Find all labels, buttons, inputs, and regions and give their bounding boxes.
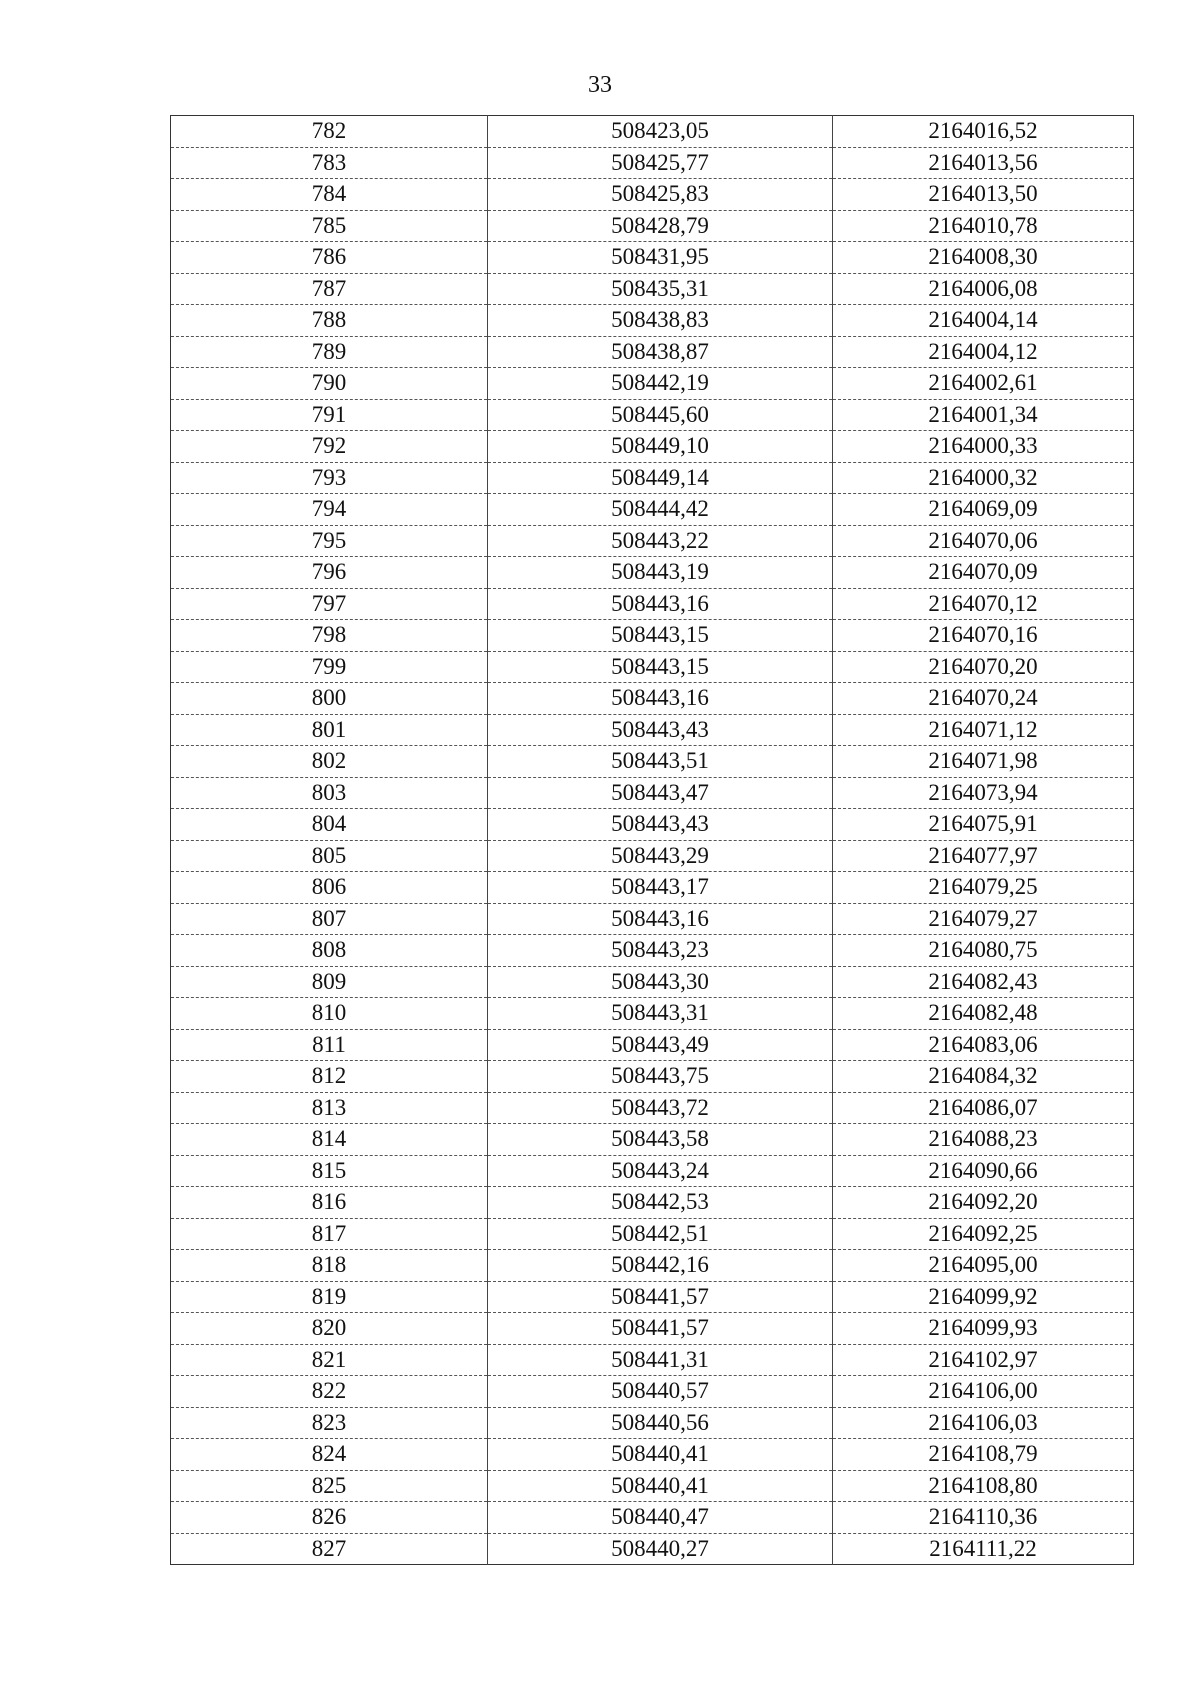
y-coordinate-cell: 2164077,97 <box>833 840 1134 872</box>
y-coordinate-cell: 2164106,03 <box>833 1407 1134 1439</box>
point-number-cell: 785 <box>171 210 488 242</box>
y-coordinate-cell: 2164090,66 <box>833 1155 1134 1187</box>
x-coordinate-cell: 508425,83 <box>488 179 833 211</box>
y-coordinate-cell: 2164088,23 <box>833 1124 1134 1156</box>
y-coordinate-cell: 2164070,16 <box>833 620 1134 652</box>
x-coordinate-cell: 508443,22 <box>488 525 833 557</box>
y-coordinate-cell: 2164082,48 <box>833 998 1134 1030</box>
x-coordinate-cell: 508438,87 <box>488 336 833 368</box>
y-coordinate-cell: 2164079,25 <box>833 872 1134 904</box>
point-number-cell: 799 <box>171 651 488 683</box>
y-coordinate-cell: 2164079,27 <box>833 903 1134 935</box>
table-row <box>171 273 1134 305</box>
table-row <box>171 305 1134 337</box>
point-number-cell: 805 <box>171 840 488 872</box>
x-coordinate-cell: 508431,95 <box>488 242 833 274</box>
point-number-cell: 827 <box>171 1533 488 1565</box>
table-row <box>171 431 1134 463</box>
table-row <box>171 809 1134 841</box>
point-number-cell: 813 <box>171 1092 488 1124</box>
point-number-cell: 802 <box>171 746 488 778</box>
point-number-cell: 789 <box>171 336 488 368</box>
point-number-cell: 822 <box>171 1376 488 1408</box>
x-coordinate-cell: 508442,19 <box>488 368 833 400</box>
table-row <box>171 1092 1134 1124</box>
x-coordinate-cell: 508443,43 <box>488 809 833 841</box>
point-number-cell: 784 <box>171 179 488 211</box>
point-number-cell: 790 <box>171 368 488 400</box>
x-coordinate-cell: 508449,14 <box>488 462 833 494</box>
coordinates-table <box>170 115 1134 1565</box>
point-number-cell: 820 <box>171 1313 488 1345</box>
point-number-cell: 793 <box>171 462 488 494</box>
x-coordinate-cell: 508440,47 <box>488 1502 833 1534</box>
table-row <box>171 872 1134 904</box>
x-coordinate-cell: 508440,27 <box>488 1533 833 1565</box>
x-coordinate-cell: 508442,16 <box>488 1250 833 1282</box>
y-coordinate-cell: 2164102,97 <box>833 1344 1134 1376</box>
y-coordinate-cell: 2164071,98 <box>833 746 1134 778</box>
x-coordinate-cell: 508443,31 <box>488 998 833 1030</box>
x-coordinate-cell: 508443,51 <box>488 746 833 778</box>
point-number-cell: 818 <box>171 1250 488 1282</box>
page-number: 33 <box>588 72 612 98</box>
point-number-cell: 788 <box>171 305 488 337</box>
y-coordinate-cell: 2164070,09 <box>833 557 1134 589</box>
table-row <box>171 210 1134 242</box>
y-coordinate-cell: 2164016,52 <box>833 116 1134 148</box>
table-row <box>171 116 1134 148</box>
point-number-cell: 787 <box>171 273 488 305</box>
table-row <box>171 998 1134 1030</box>
x-coordinate-cell: 508443,19 <box>488 557 833 589</box>
table-row <box>171 1533 1134 1565</box>
y-coordinate-cell: 2164080,75 <box>833 935 1134 967</box>
point-number-cell: 800 <box>171 683 488 715</box>
table-row <box>171 714 1134 746</box>
point-number-cell: 797 <box>171 588 488 620</box>
x-coordinate-cell: 508441,57 <box>488 1313 833 1345</box>
table-row <box>171 777 1134 809</box>
x-coordinate-cell: 508443,16 <box>488 683 833 715</box>
point-number-cell: 817 <box>171 1218 488 1250</box>
x-coordinate-cell: 508443,16 <box>488 588 833 620</box>
table-row <box>171 494 1134 526</box>
point-number-cell: 795 <box>171 525 488 557</box>
x-coordinate-cell: 508442,53 <box>488 1187 833 1219</box>
x-coordinate-cell: 508443,17 <box>488 872 833 904</box>
x-coordinate-cell: 508423,05 <box>488 116 833 148</box>
point-number-cell: 816 <box>171 1187 488 1219</box>
point-number-cell: 796 <box>171 557 488 589</box>
y-coordinate-cell: 2164073,94 <box>833 777 1134 809</box>
y-coordinate-cell: 2164004,14 <box>833 305 1134 337</box>
table-row <box>171 903 1134 935</box>
point-number-cell: 809 <box>171 966 488 998</box>
y-coordinate-cell: 2164070,12 <box>833 588 1134 620</box>
table-row <box>171 1313 1134 1345</box>
y-coordinate-cell: 2164071,12 <box>833 714 1134 746</box>
table-row <box>171 1155 1134 1187</box>
y-coordinate-cell: 2164086,07 <box>833 1092 1134 1124</box>
y-coordinate-cell: 2164070,24 <box>833 683 1134 715</box>
y-coordinate-cell: 2164008,30 <box>833 242 1134 274</box>
point-number-cell: 807 <box>171 903 488 935</box>
table-row <box>171 147 1134 179</box>
y-coordinate-cell: 2164013,50 <box>833 179 1134 211</box>
x-coordinate-cell: 508425,77 <box>488 147 833 179</box>
y-coordinate-cell: 2164111,22 <box>929 1535 1037 1561</box>
point-number-cell: 819 <box>171 1281 488 1313</box>
point-number-cell: 783 <box>171 147 488 179</box>
point-number-cell: 810 <box>171 998 488 1030</box>
table-row <box>171 1376 1134 1408</box>
table-row <box>171 588 1134 620</box>
point-number-cell: 782 <box>171 116 488 148</box>
y-coordinate-cell: 2164106,00 <box>833 1376 1134 1408</box>
y-coordinate-cell: 2164099,92 <box>833 1281 1134 1313</box>
x-coordinate-cell: 508443,72 <box>488 1092 833 1124</box>
table-row <box>171 462 1134 494</box>
point-number-cell: 801 <box>171 714 488 746</box>
x-coordinate-cell: 508444,42 <box>488 494 833 526</box>
x-coordinate-cell: 508441,31 <box>488 1344 833 1376</box>
table-row <box>171 368 1134 400</box>
y-coordinate-cell: 2164083,06 <box>833 1029 1134 1061</box>
table-row <box>171 1281 1134 1313</box>
x-coordinate-cell: 508443,24 <box>488 1155 833 1187</box>
x-coordinate-cell: 508443,43 <box>488 714 833 746</box>
x-coordinate-cell: 508443,75 <box>488 1061 833 1093</box>
coordinates-table-body <box>171 116 1134 1565</box>
y-coordinate-cell: 2164013,56 <box>833 147 1134 179</box>
y-coordinate-cell: 2164001,34 <box>833 399 1134 431</box>
point-number-cell: 826 <box>171 1502 488 1534</box>
point-number-cell: 786 <box>171 242 488 274</box>
table-row <box>171 620 1134 652</box>
x-coordinate-cell: 508440,41 <box>488 1470 833 1502</box>
point-number-cell: 798 <box>171 620 488 652</box>
table-row <box>171 683 1134 715</box>
point-number-cell: 814 <box>171 1124 488 1156</box>
x-coordinate-cell: 508440,57 <box>488 1376 833 1408</box>
table-row <box>171 1502 1134 1534</box>
table-row <box>171 1124 1134 1156</box>
x-coordinate-cell: 508435,31 <box>488 273 833 305</box>
point-number-cell: 821 <box>171 1344 488 1376</box>
point-number-cell: 791 <box>171 399 488 431</box>
x-coordinate-cell: 508443,23 <box>488 935 833 967</box>
x-coordinate-cell: 508443,16 <box>488 903 833 935</box>
x-coordinate-cell: 508443,49 <box>488 1029 833 1061</box>
x-coordinate-cell: 508440,56 <box>488 1407 833 1439</box>
x-coordinate-cell: 508438,83 <box>488 305 833 337</box>
y-coordinate-cell: 2164000,32 <box>833 462 1134 494</box>
point-number-cell: 806 <box>171 872 488 904</box>
y-coordinate-cell: 2164070,06 <box>833 525 1134 557</box>
y-coordinate-cell: 2164004,12 <box>833 336 1134 368</box>
table-row <box>171 1029 1134 1061</box>
point-number-cell: 824 <box>171 1439 488 1471</box>
y-coordinate-cell: 2164108,79 <box>833 1439 1134 1471</box>
point-number-cell: 823 <box>171 1407 488 1439</box>
table-row <box>171 1187 1134 1219</box>
table-row <box>171 525 1134 557</box>
point-number-cell: 792 <box>171 431 488 463</box>
point-number-cell: 794 <box>171 494 488 526</box>
point-number-cell: 804 <box>171 809 488 841</box>
y-coordinate-cell: 2164070,20 <box>833 651 1134 683</box>
y-coordinate-cell: 2164110,36 <box>833 1502 1134 1534</box>
y-coordinate-cell: 2164095,00 <box>833 1250 1134 1282</box>
x-coordinate-cell: 508443,47 <box>488 777 833 809</box>
table-row <box>171 1218 1134 1250</box>
table-row <box>171 1439 1134 1471</box>
table-row <box>171 840 1134 872</box>
table-row <box>171 557 1134 589</box>
y-coordinate-cell: 2164010,78 <box>833 210 1134 242</box>
table-row <box>171 651 1134 683</box>
table-row <box>171 935 1134 967</box>
point-number-cell: 803 <box>171 777 488 809</box>
table-row <box>171 1407 1134 1439</box>
y-coordinate-cell: 2164002,61 <box>833 368 1134 400</box>
point-number-cell: 808 <box>171 935 488 967</box>
table-row <box>171 179 1134 211</box>
table-row <box>171 1061 1134 1093</box>
table-row <box>171 746 1134 778</box>
table-row <box>171 1470 1134 1502</box>
y-coordinate-cell: 2164000,33 <box>833 431 1134 463</box>
point-number-cell: 815 <box>171 1155 488 1187</box>
x-coordinate-cell: 508443,15 <box>488 620 833 652</box>
x-coordinate-cell: 508443,30 <box>488 966 833 998</box>
x-coordinate-cell: 508443,29 <box>488 840 833 872</box>
x-coordinate-cell: 508443,15 <box>488 651 833 683</box>
x-coordinate-cell: 508428,79 <box>488 210 833 242</box>
point-number-cell: 812 <box>171 1061 488 1093</box>
x-coordinate-cell: 508440,41 <box>488 1439 833 1471</box>
y-coordinate-cell: 2164099,93 <box>833 1313 1134 1345</box>
point-number-cell: 825 <box>171 1470 488 1502</box>
y-coordinate-cell: 2164092,25 <box>833 1218 1134 1250</box>
x-coordinate-cell: 508445,60 <box>488 399 833 431</box>
x-coordinate-cell: 508443,58 <box>488 1124 833 1156</box>
x-coordinate-cell: 508442,51 <box>488 1218 833 1250</box>
table-row <box>171 242 1134 274</box>
y-coordinate-cell: 2164069,09 <box>833 494 1134 526</box>
x-coordinate-cell: 508441,57 <box>488 1281 833 1313</box>
x-coordinate-cell: 508449,10 <box>488 431 833 463</box>
y-coordinate-cell: 2164092,20 <box>833 1187 1134 1219</box>
y-coordinate-cell: 2164108,80 <box>833 1470 1134 1502</box>
table-row <box>171 966 1134 998</box>
y-coordinate-cell: 2164006,08 <box>833 273 1134 305</box>
table-row <box>171 1344 1134 1376</box>
y-coordinate-cell: 2164075,91 <box>833 809 1134 841</box>
y-coordinate-cell: 2164082,43 <box>833 966 1134 998</box>
table-row <box>171 399 1134 431</box>
table-row <box>171 1250 1134 1282</box>
point-number-cell: 811 <box>171 1029 488 1061</box>
y-coordinate-cell: 2164084,32 <box>833 1061 1134 1093</box>
table-row <box>171 336 1134 368</box>
